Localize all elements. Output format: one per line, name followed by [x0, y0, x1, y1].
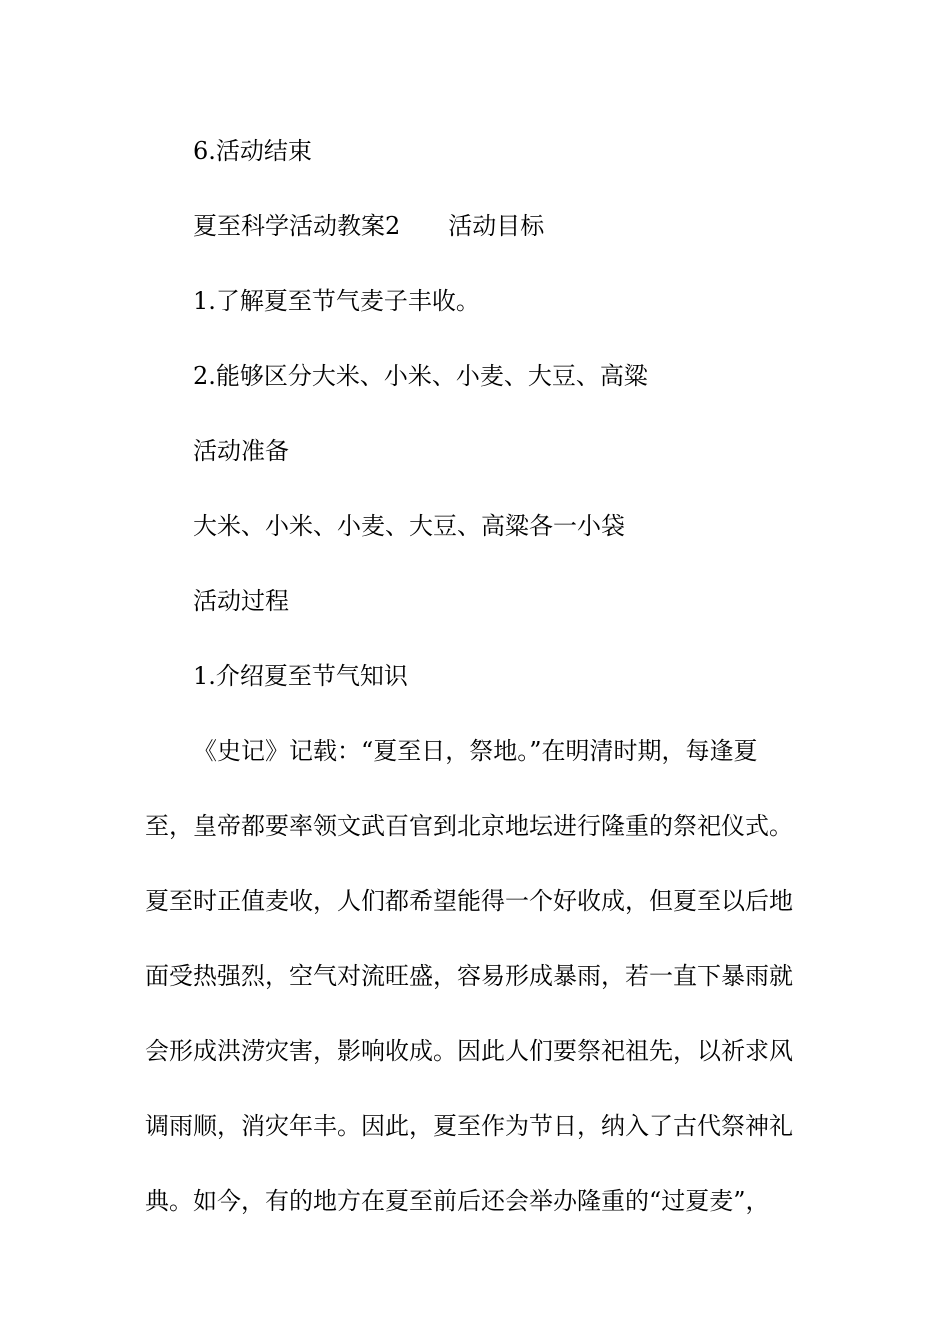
heading-activity-preparation: 活动准备 [193, 437, 289, 465]
paragraph-line-6: 调雨顺，消灾年丰。因此，夏至作为节日，纳入了古代祭神礼 [145, 1112, 793, 1140]
heading-activity-goals: 活动目标 [448, 212, 545, 240]
paragraph-line-2: 至，皇帝都要率领文武百官到北京地坛进行隆重的祭祀仪式。 [145, 812, 793, 840]
process-step-1: 1.介绍夏至节气知识 [193, 662, 408, 690]
paragraph-line-3: 夏至时正值麦收，人们都希望能得一个好收成，但夏至以后地 [145, 887, 793, 915]
paragraph-line-4: 面受热强烈，空气对流旺盛，容易形成暴雨，若一直下暴雨就 [145, 962, 793, 990]
paragraph-line-7: 典。如今，有的地方在夏至前后还会举办隆重的“过夏麦”， [145, 1187, 770, 1215]
heading-activity-process: 活动过程 [193, 587, 289, 615]
goal-item-1: 1.了解夏至节气麦子丰收。 [193, 287, 480, 315]
goal-item-2: 2.能够区分大米、小米、小麦、大豆、高粱 [193, 362, 648, 390]
preparation-materials: 大米、小米、小麦、大豆、高粱各一小袋 [193, 512, 625, 540]
paragraph-line-5: 会形成洪涝灾害，影响收成。因此人们要祭祀祖先，以祈求风 [145, 1037, 793, 1065]
lesson-title-line [193, 211, 863, 241]
section-heading-activity-end: 6.活动结束 [193, 137, 312, 165]
lesson-title: 夏至科学活动教案2 [193, 212, 401, 240]
paragraph-line-1: 《史记》记载：“夏至日，祭地。”在明清时期，每逢夏 [193, 737, 758, 765]
